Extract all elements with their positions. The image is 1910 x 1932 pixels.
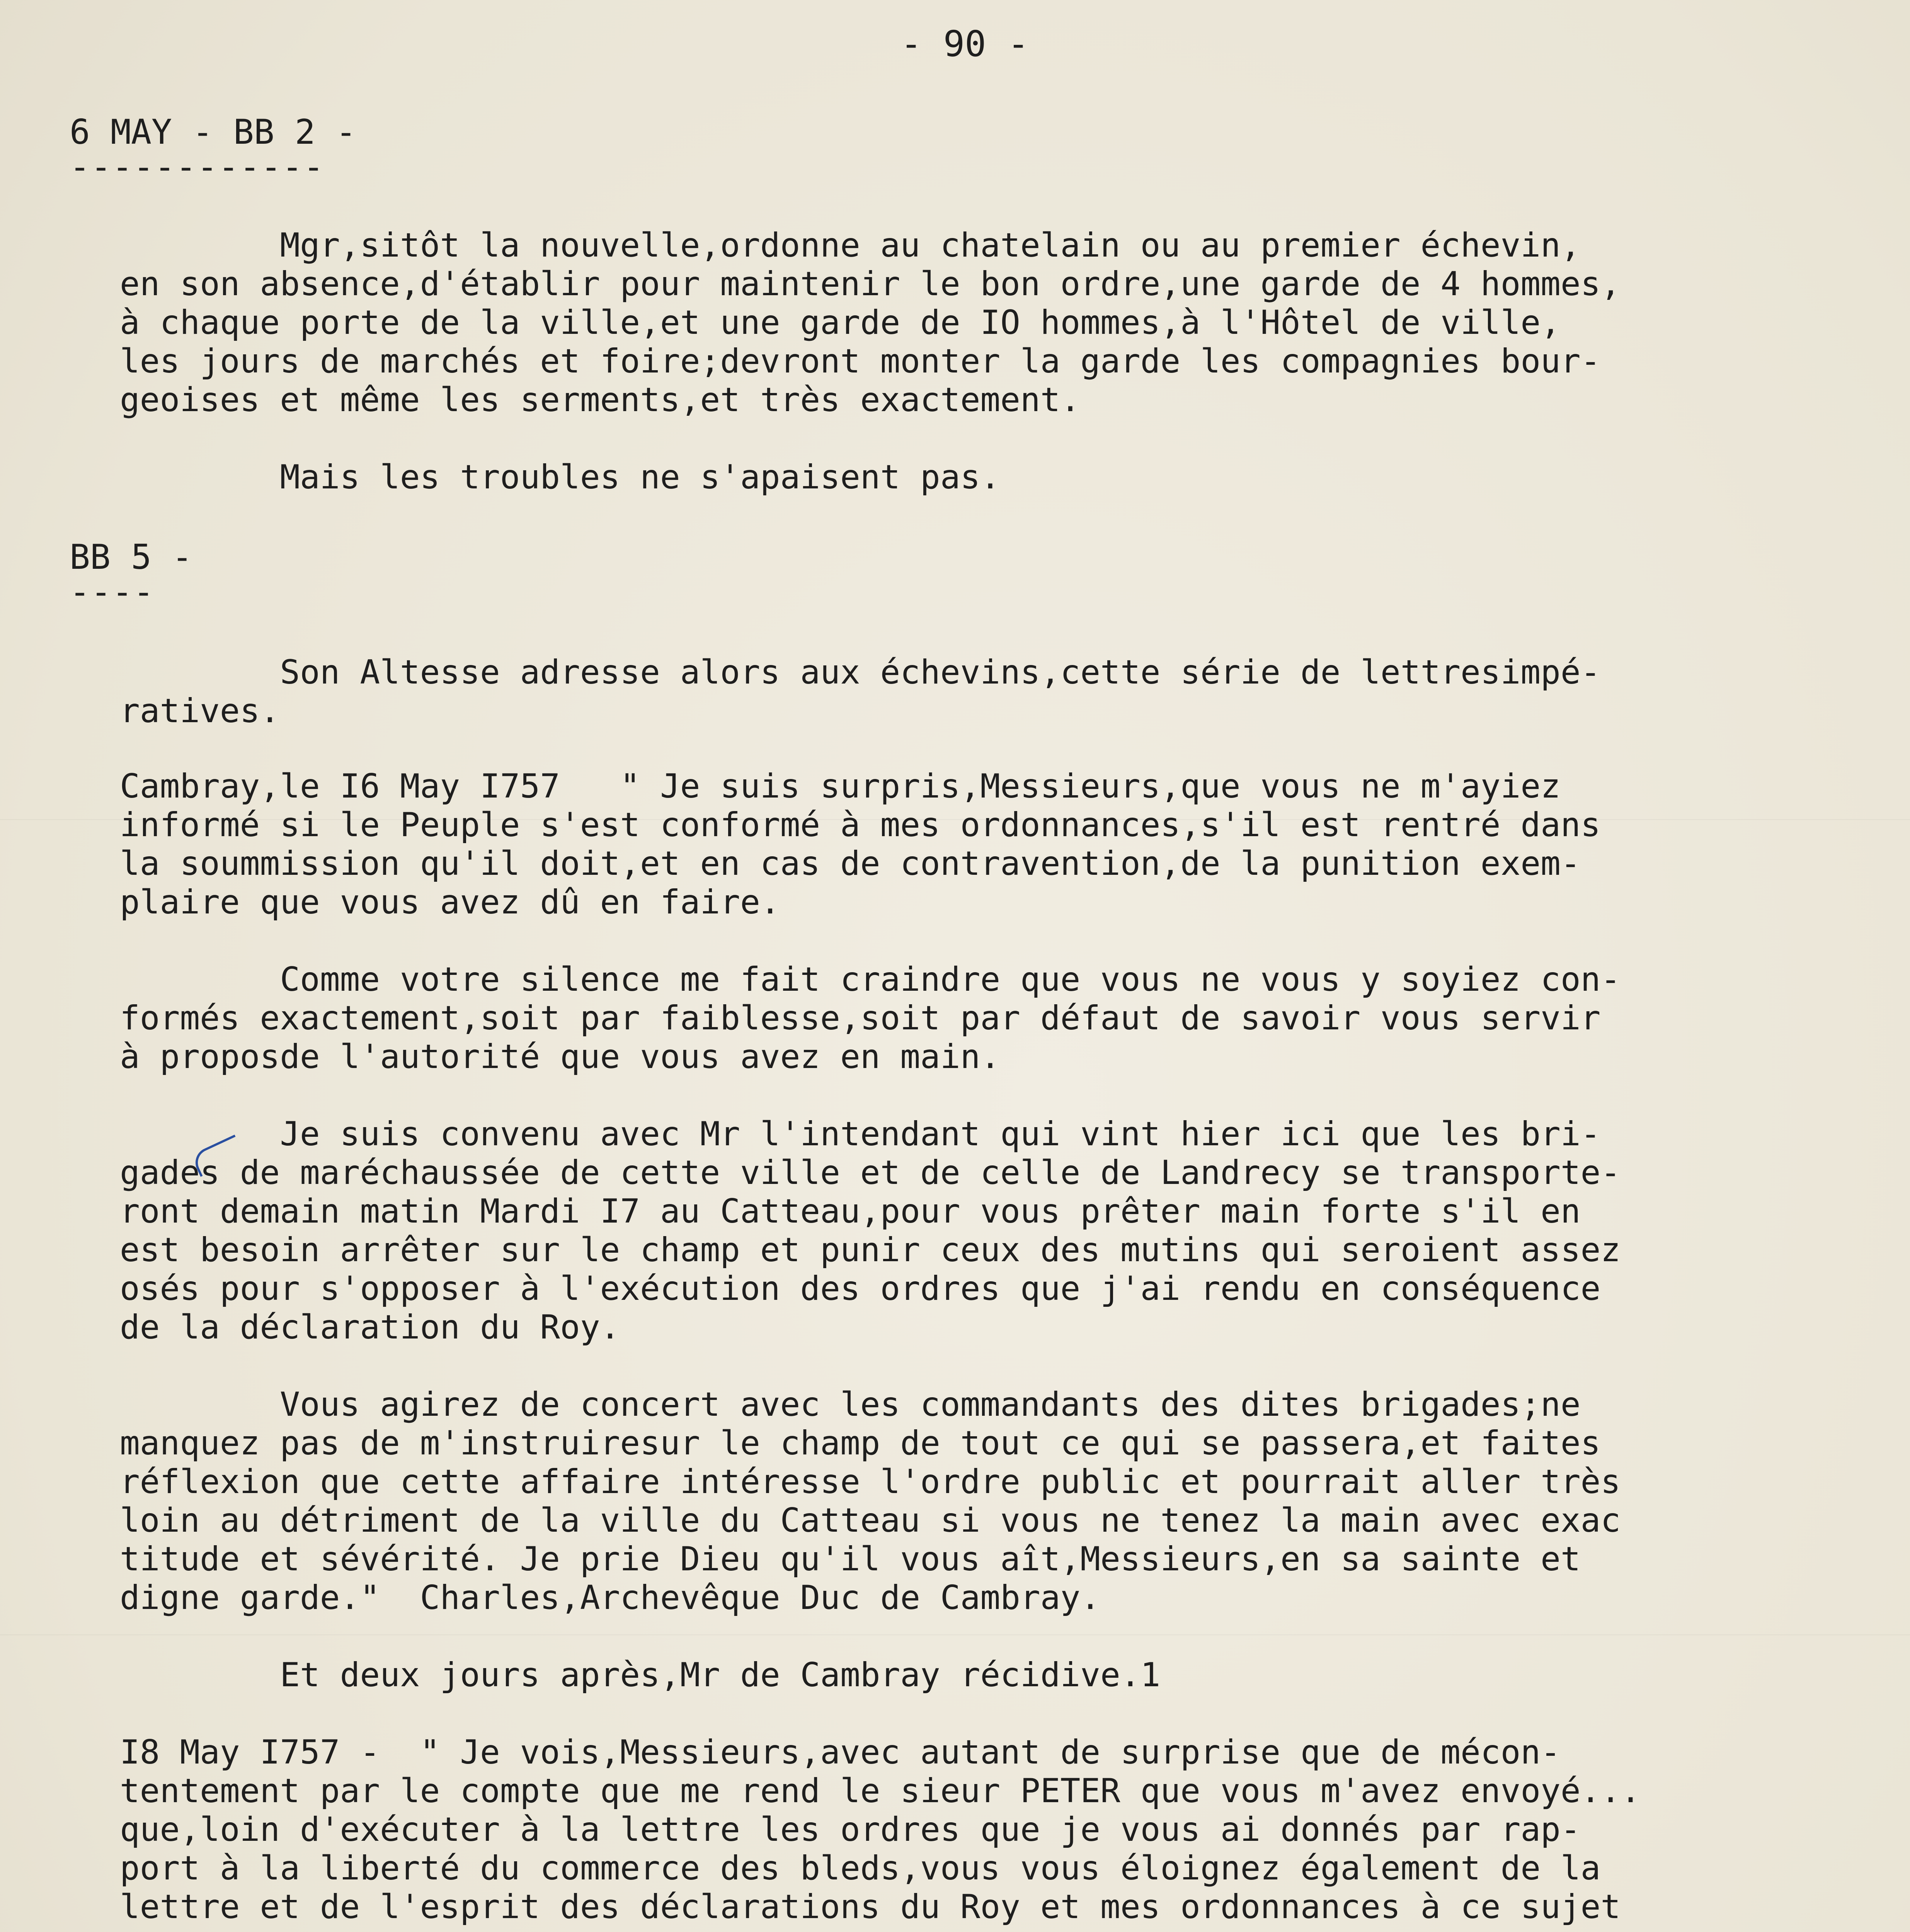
page-number: - 90 - xyxy=(901,23,1029,65)
paragraph: Mais les troubles ne s'apaisent pas. xyxy=(120,458,1001,497)
paragraph: Et deux jours après,Mr de Cambray récidive.1 xyxy=(120,1656,1161,1694)
letter-paragraph: I8 May I757 - " Je vois,Messieurs,avec autant de surprise que de mécon- tentement par le compte que me rend le sieur PETER que vous m'avez envoyé... que,loin d'exécuter à la lettre les ordres que je vous ai donnés par rap- port à la liberté du commerce des bleds,vous vous éloignez également de la lettre et de l'esprit des déclarations du Roy et mes ordonnances à ce sujet xyxy=(120,1733,1641,1926)
section-reference: BB 5 - xyxy=(70,537,192,577)
paragraph: Mgr,sitôt la nouvelle,ordonne au chatelain ou au premier échevin, en son absence,d'établir pour maintenir le bon ordre,une garde de 4 hommes, à chaque porte de la ville,et une garde de IO hommes,à l'Hôtel de ville, les jours de marchés et foire;devront monter la garde les compagnies bour- geoises et même les serments,et très exactement. xyxy=(120,226,1621,419)
letter-paragraph: Vous agirez de concert avec les commandants des dites brigades;ne manquez pas de m'instruiresur le champ de tout ce qui se passera,et faites réflexion que cette affaire intéresse l'ordre public et pourrait aller très loin au détriment de la ville du Catteau si vous ne tenez la main avec exac titude et sévérité. Je prie Dieu qu'il vous aît,Messieurs,en sa sainte et digne garde." Charles,Archevêque Duc de Cambray. xyxy=(120,1385,1621,1617)
paper-fold xyxy=(0,1634,1910,1635)
paragraph: Son Altesse adresse alors aux échevins,cette série de lettresimpé- ratives. xyxy=(120,653,1601,730)
section-underline: ------------ xyxy=(70,147,325,187)
letter-paragraph: Cambray,le I6 May I757 " Je suis surpris,Messieurs,que vous ne m'ayiez informé si le Peuple s'est conformé à mes ordonnances,s'il est rentré dans la soummission qu'il doit,et en cas de contravention,de la punition exem- plaire que vous avez dû en faire. xyxy=(120,767,1601,922)
section-reference: 6 MAY - BB 2 - xyxy=(70,112,356,152)
letter-paragraph: Je suis convenu avec Mr l'intendant qui vint hier ici que les bri- gades de maréchaussée de cette ville et de celle de Landrecy se transporte- ront demain matin Mardi I7 au Catteau,pour vous prêter main forte s'il en est besoin arrêter sur le champ et punir ceux des mutins qui seroient assez osés pour s'opposer à l'exécution des ordres que j'ai rendu en conséquence de la déclaration du Roy. xyxy=(120,1115,1621,1347)
letter-paragraph: Comme votre silence me fait craindre que vous ne vous y soyiez con- formés exactement,soit par faiblesse,soit par défaut de savoir vous servir à proposde l'autorité que vous avez en main. xyxy=(120,960,1621,1076)
section-underline: ---- xyxy=(70,572,155,612)
